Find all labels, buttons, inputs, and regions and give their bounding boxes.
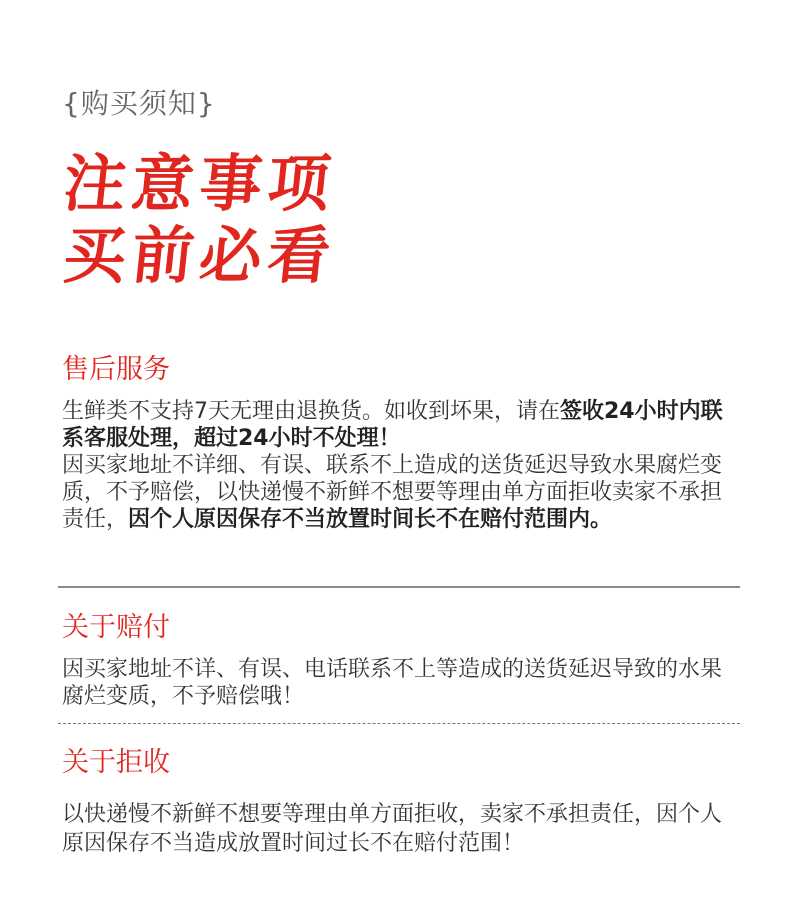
section-divider-dashed — [58, 723, 740, 724]
section-title-compensation: 关于赔付 — [62, 612, 170, 643]
section-title-after-sales: 售后服务 — [62, 354, 170, 385]
after-sales-storage-text: 因个人原因保存不当放置时间长不在赔付范围内。 — [128, 507, 613, 532]
after-sales-body — [62, 398, 742, 533]
after-sales-deadline-text: 签收24小时内联系客服处理，超过24小时不处理！ — [62, 399, 723, 451]
purchase-notice-tag: {购买须知} — [62, 87, 216, 120]
section-title-rejection: 关于拒收 — [62, 747, 170, 778]
headline-must-read: 买前必看 — [60, 219, 340, 292]
after-sales-exclusion-text: 因买家地址不详细、有误、联系不上造成的送货延迟导致水果腐烂变质，不予赔偿，以快递慢不新鲜不想要等理由单方面拒收卖家不承担责任， — [62, 453, 723, 532]
headline-notice: 注意事项 — [60, 147, 340, 220]
rejection-body: 以快递慢不新鲜不想要等理由单方面拒收，卖家不承担责任，因个人原因保存不当造成放置时间过长不在赔付范围！ — [62, 802, 723, 856]
after-sales-policy-text: 生鲜类不支持7天无理由退换货。如收到坏果，请在 — [62, 399, 560, 424]
section-divider — [58, 586, 740, 588]
compensation-body: 因买家地址不详、有误、电话联系不上等造成的送货延迟导致的水果腐烂变质，不予赔偿哦！ — [62, 657, 723, 709]
